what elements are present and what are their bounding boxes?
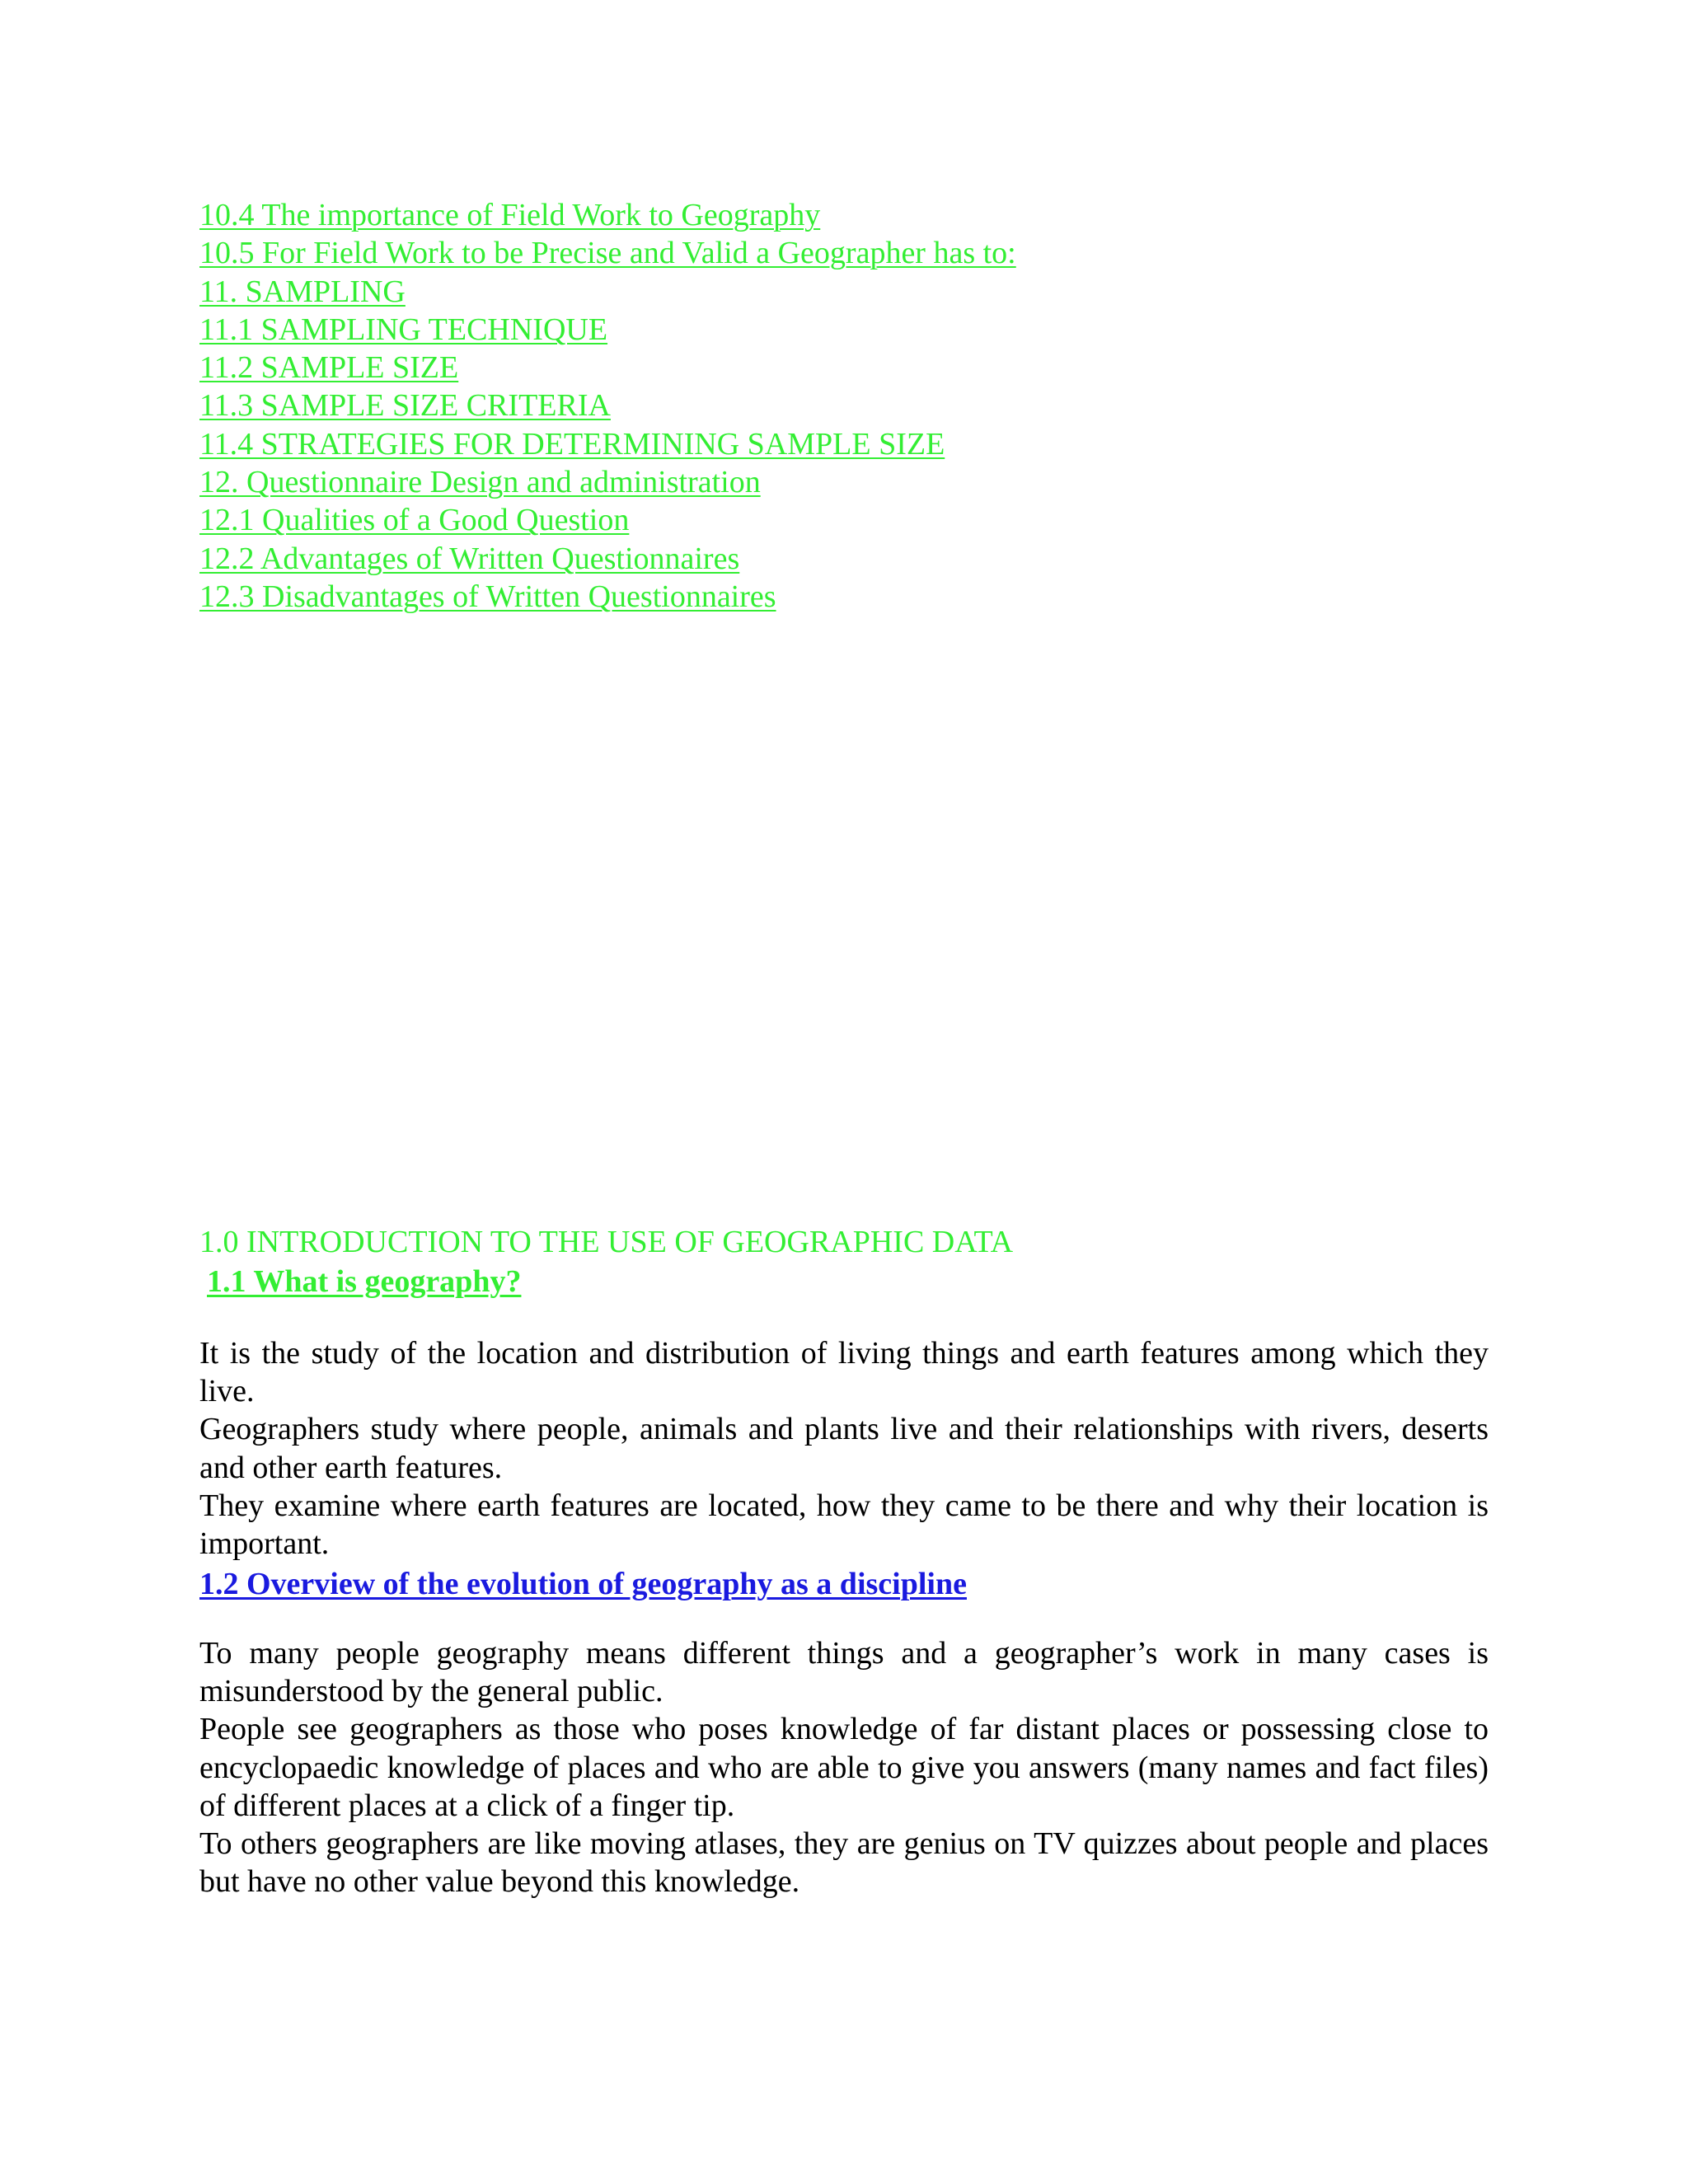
paragraph: To many people geography means different things and a geographer’s work in many cases is misunderstood by the general public. [199,1636,1489,1709]
paragraph: People see geographers as those who poses knowledge of far distant places or possessing close to encyclopaedic knowledge of places and who are able to give you answers (many names and fact files) of different places at a click of a finger tip. [199,1712,1489,1823]
toc-list [199,196,1518,616]
toc-link-12-2[interactable]: 12.2 Advantages of Written Questionnaires [199,541,740,576]
subsection-heading-what-is-geography[interactable]: 1.1 What is geography? [207,1264,522,1299]
evolution-of-geography-body [199,1634,1489,1900]
what-is-geography-body [199,1334,1489,1563]
toc-link-11[interactable]: 11. SAMPLING [199,274,406,309]
toc-link-11-2[interactable]: 11.2 SAMPLE SIZE [199,350,459,386]
section-heading-introduction: 1.0 INTRODUCTION TO THE USE OF GEOGRAPHIC DATA [199,1225,1014,1259]
toc-link-10-4[interactable]: 10.4 The importance of Field Work to Geography [199,198,821,232]
paragraph: Geographers study where people, animals and plants live and their relationships with rivers, deserts and other earth features. [199,1412,1489,1485]
paragraph: They examine where earth features are located, how they came to be there and why their location is important. [199,1488,1489,1562]
subsection-heading-evolution-of-geography[interactable]: 1.2 Overview of the evolution of geography as a discipline [199,1567,967,1601]
toc-link-12-1[interactable]: 12.1 Qualities of a Good Question [199,503,630,538]
paragraph: To others geographers are like moving atlases, they are genius on TV quizzes about people and places but have no other value beyond this knowledge. [199,1826,1489,1900]
toc-link-12-3[interactable]: 12.3 Disadvantages of Written Questionnaires [199,579,776,614]
toc-link-11-4[interactable]: 11.4 STRATEGIES FOR DETERMINING SAMPLE SIZE [199,426,945,462]
toc-link-11-1[interactable]: 11.1 SAMPLING TECHNIQUE [199,312,608,347]
toc-link-10-5[interactable]: 10.5 For Field Work to be Precise and Valid a Geographer has to: [199,236,1016,271]
toc-link-12[interactable]: 12. Questionnaire Design and administration [199,465,761,500]
toc-link-11-3[interactable]: 11.3 SAMPLE SIZE CRITERIA [199,388,611,424]
paragraph: It is the study of the location and distribution of living things and earth features among which they live. [199,1336,1489,1409]
